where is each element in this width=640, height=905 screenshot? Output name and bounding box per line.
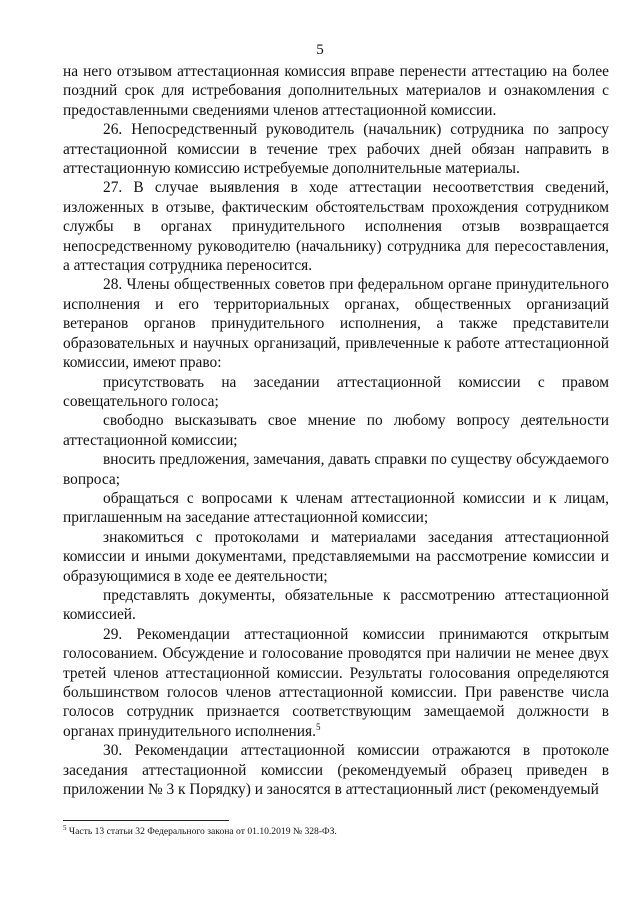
paragraph-29: [63, 625, 609, 741]
right-attend-meeting: присутствовать на заседании аттестационной комиссии с правом совещательного голоса;: [63, 373, 609, 410]
right-submit-documents: представлять документы, обязательные к рассмотрению аттестационной комиссией.: [63, 586, 609, 624]
paragraph-29-text: 29. Рекомендации аттестационной комиссии принимаются открытым голосованием. Обсуждение и голосование проводятся при наличии не менее двух третей членов аттестационной комиссии. Результаты голосования определяются большинством голосов членов аттестационной комиссии. При равенстве числа голосов сотрудник признается соответствующим замещаемой должности в органах принудительного исполнения.: [63, 625, 609, 740]
footnote-divider: [63, 820, 229, 821]
right-express-opinion: свободно высказывать свое мнение по любому вопросу деятельности аттестационной комиссии;: [63, 412, 609, 449]
footnote: [63, 823, 609, 838]
document-body: [63, 62, 609, 799]
page-number: 5: [316, 42, 324, 58]
paragraph-26: 26. Непосредственный руководитель (начальник) сотрудника по запросу аттестационной комиссии в течение трех рабочих дней обязан направить в аттестационную комиссию истребуемые дополнительные материалы.: [63, 121, 609, 178]
right-review-protocols: знакомиться с протоколами и материалами заседания аттестационной комиссии и иными документами, представляемыми на рассмотрение комиссии и образующимися в ходе ее деятельности;: [63, 528, 609, 585]
paragraph-continuation: на него отзывом аттестационная комиссия вправе перенести аттестацию на более поздний срок для истребования дополнительных материалов и ознакомления с предоставленными сведениями членов аттестационной комиссии.: [63, 63, 609, 119]
footnote-text: Часть 13 статьи 32 Федерального закона от 01.10.2019 № 328-ФЗ.: [66, 826, 337, 837]
right-ask-questions: обращаться с вопросами к членам аттестационной комиссии и к лицам, приглашенным на заседание аттестационной комиссии;: [63, 489, 609, 527]
paragraph-30: 30. Рекомендации аттестационной комиссии отражаются в протоколе заседания аттестационной комиссии (рекомендуемый образец приведен в приложении № 3 к Порядку) и заносятся в аттестационный лист (рекомендуемый: [63, 742, 609, 799]
paragraph-28: 28. Члены общественных советов при федеральном органе принудительного исполнения и его территориальных органах, общественных организаций ветеранов органов принудительного исполнения, а также представители образовательных и научных организаций, привлеченные к работе аттестационной комиссии, имеют право:: [63, 276, 609, 372]
right-make-proposals: вносить предложения, замечания, давать справки по существу обсуждаемого вопроса;: [63, 451, 609, 488]
footnote-reference: 5: [315, 721, 321, 732]
paragraph-27: 27. В случае выявления в ходе аттестации несоответствия сведений, изложенных в отзыве, фактическим обстоятельствам прохождения сотрудником службы в органах принудительного исполнения отзыв возвращается непосредственному руководителю (начальнику) сотрудника для пересоставления, а аттестация сотрудника переносится.: [63, 179, 609, 275]
footnote-marker: 5: [63, 823, 67, 832]
